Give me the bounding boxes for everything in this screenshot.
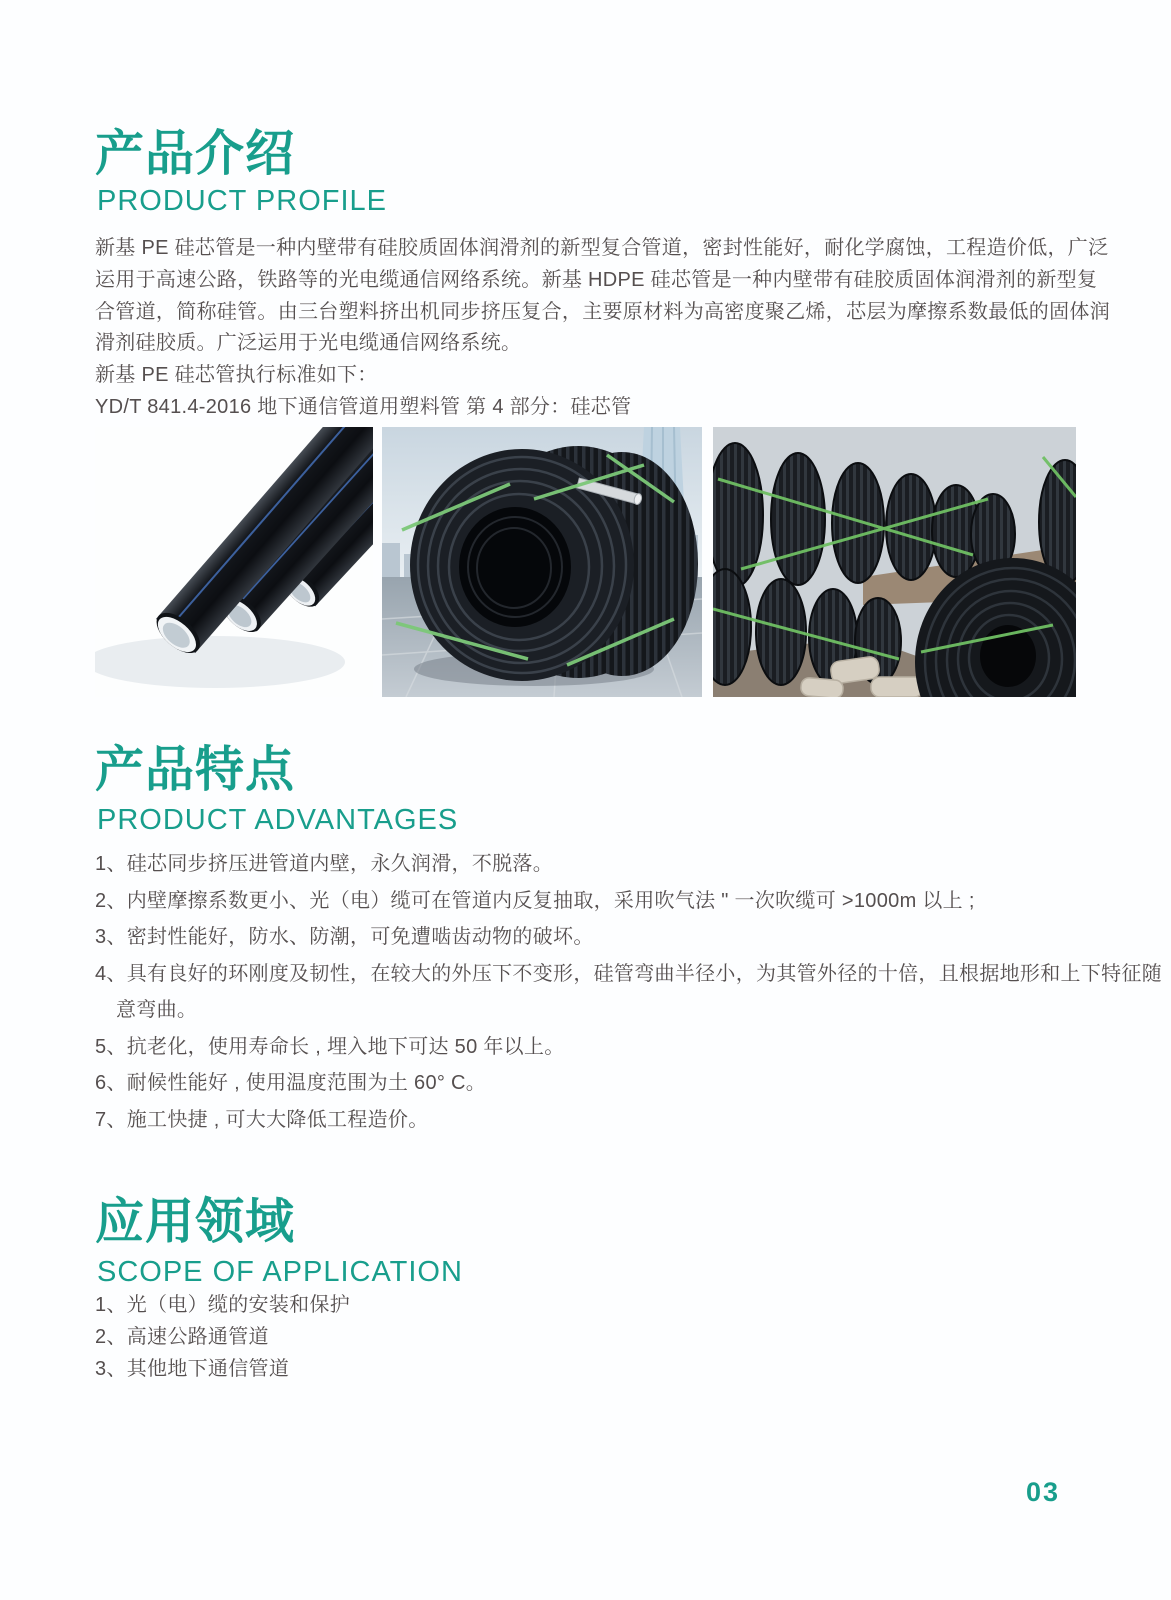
paragraph-line: 运用于高速公路，铁路等的光电缆通信网络系统。新基 HDPE 硅芯管是一种内壁带有硅胶质固体润滑剂的新型复 [95, 268, 1098, 291]
product-profile-title: 产品介绍 [95, 127, 296, 181]
application-subtitle: SCOPE OF APPLICATION [97, 1256, 463, 1288]
application-list [95, 1289, 1085, 1385]
application-title: 应用领域 [95, 1195, 296, 1249]
paragraph-line: 新基 PE 硅芯管执行标准如下： [95, 364, 378, 387]
page-number: 03 [1025, 1477, 1061, 1507]
advantages-list [95, 846, 1163, 1138]
coil-opening [459, 507, 571, 627]
advantage-item: 4、具有良好的环刚度及韧性，在较大的外压下不变形，硅管弯曲半径小，为其管外径的十倍，且根据地形和上下特征随 [95, 962, 1163, 985]
paragraph-line: 合管道，简称硅管。由三台塑料挤出机同步挤压复合，主要原材料为高密度聚乙烯，芯层为摩擦系数最低的固体润 [95, 300, 1110, 323]
paragraph-line: 滑剂硅胶质。广泛运用于光电缆通信网络系统。 [95, 332, 522, 355]
advantage-item: 7、施工快捷 , 可大大降低工程造价。 [95, 1108, 429, 1131]
product-profile-subtitle: PRODUCT PROFILE [97, 185, 388, 217]
pipes-illustration [95, 427, 373, 697]
stacked-coils-illustration [713, 427, 1076, 697]
pipes-cut-ends-photo [95, 427, 373, 697]
product-advantages-title: 产品特点 [95, 743, 296, 797]
pipe-coil [410, 446, 698, 681]
advantage-item: 3、密封性能好，防水、防潮，可免遭啮齿动物的破坏。 [95, 926, 594, 948]
coil-illustration [382, 427, 702, 697]
paragraph-line: YD/T 841.4-2016 地下通信管道用塑料管 第 4 部分：硅芯管 [95, 395, 632, 418]
advantage-item: 1、硅芯同步挤压进管道内壁，永久润滑，不脱落。 [95, 853, 554, 875]
advantage-item-continuation: 意弯曲。 [116, 999, 198, 1021]
stacked-coils-photo [713, 427, 1076, 697]
pipe-coil-plaza-photo [382, 427, 702, 697]
advantage-item: 6、耐候性能好 , 使用温度范围为土 60° C。 [95, 1072, 487, 1094]
product-intro-paragraph [95, 233, 1110, 424]
application-item: 1、光（电）缆的安装和保护 [95, 1294, 351, 1316]
paragraph-line: 新基 PE 硅芯管是一种内壁带有硅胶质固体润滑剂的新型复合管道，密封性能好，耐化学腐蚀，工程造价低，广泛 [95, 237, 1109, 259]
application-item: 2、高速公路通管道 [95, 1326, 269, 1348]
advantage-item: 2、内壁摩擦系数更小、光（电）缆可在管道内反复抽取，采用吹气法 " 一次吹缆可 >1000m 以上 ; [95, 889, 975, 912]
application-item: 3、其他地下通信管道 [95, 1358, 290, 1380]
advantage-item: 5、抗老化，使用寿命长 , 埋入地下可达 50 年以上。 [95, 1035, 565, 1058]
product-advantages-subtitle: PRODUCT ADVANTAGES [97, 804, 459, 836]
soft-shadow [95, 636, 345, 688]
